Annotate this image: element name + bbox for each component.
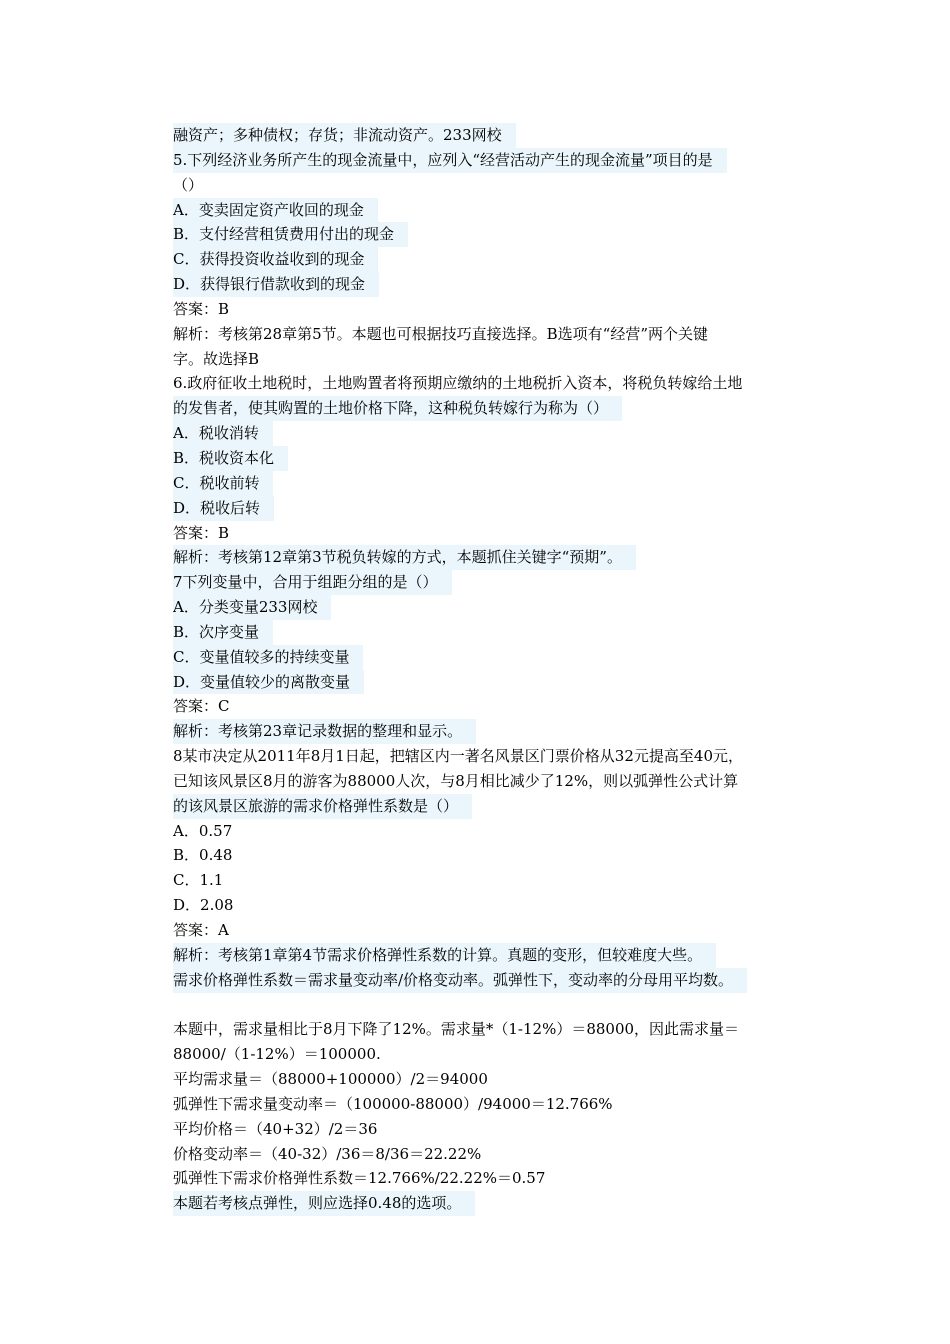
text-line xyxy=(173,247,833,272)
line-text: A．分类变量233网校 xyxy=(173,595,331,620)
line-text: 弧弹性下需求量变动率＝（100000-88000）/94000＝12.766% xyxy=(173,1094,613,1113)
line-text: D．变量值较少的离散变量 xyxy=(173,670,364,695)
text-line xyxy=(173,843,833,868)
line-text: D．税收后转 xyxy=(173,496,274,521)
document-body xyxy=(173,123,833,1216)
text-line xyxy=(173,173,833,198)
line-text: D．获得银行借款收到的现金 xyxy=(173,272,379,297)
line-text: 本题若考核点弹性，则应选择0.48的选项。 xyxy=(173,1191,475,1216)
text-line xyxy=(173,371,833,396)
text-line xyxy=(173,645,833,670)
text-line xyxy=(173,1117,833,1142)
text-line xyxy=(173,1142,833,1167)
text-line xyxy=(173,148,833,173)
text-line xyxy=(173,1166,833,1191)
text-line xyxy=(173,496,833,521)
line-text: 需求价格弹性系数＝需求量变动率/价格变动率。弧弹性下，变动率的分母用平均数。 xyxy=(173,968,747,993)
line-text: B．0.48 xyxy=(173,846,233,865)
line-text: 答案：B xyxy=(173,523,230,542)
line-text: 的该风景区旅游的需求价格弹性系数是（） xyxy=(173,794,472,819)
text-line xyxy=(173,396,833,421)
line-text: 8某市决定从2011年8月1日起，把辖区内一著名风景区门票价格从32元提高至40元， xyxy=(173,747,743,766)
text-line xyxy=(173,570,833,595)
line-text: 解析：考核第1章第4节需求价格弹性系数的计算。真题的变形，但较难度大些。 xyxy=(173,943,716,968)
text-line xyxy=(173,198,833,223)
line-text: D．2.08 xyxy=(173,896,234,915)
line-text: 的发售者，使其购置的土地价格下降，这种税负转嫁行为称为（） xyxy=(173,396,622,421)
line-text: （） xyxy=(173,175,204,194)
text-line xyxy=(173,719,833,744)
line-text: 本题中，需求量相比于8月下降了12%。需求量*（1-12%）＝88000，因此需求量＝ xyxy=(173,1020,740,1039)
text-line xyxy=(173,1191,833,1216)
line-text: 字。故选择B xyxy=(173,349,260,368)
text-line xyxy=(173,1042,833,1067)
line-text: 答案：C xyxy=(173,697,230,716)
text-line xyxy=(173,893,833,918)
line-text: A．0.57 xyxy=(173,821,233,840)
line-text: 已知该风景区8月的游客为88000人次，与8月相比减少了12%，则以弧弹性公式计算 xyxy=(173,771,739,790)
text-line xyxy=(173,471,833,496)
text-line xyxy=(173,521,833,546)
line-text: A．税收消转 xyxy=(173,421,273,446)
text-line xyxy=(173,1017,833,1042)
text-line xyxy=(173,943,833,968)
line-text: B．支付经营租赁费用付出的现金 xyxy=(173,222,408,247)
text-line xyxy=(173,968,833,993)
text-line xyxy=(173,1067,833,1092)
text-line xyxy=(173,272,833,297)
line-text: 解析：考核第23章记录数据的整理和显示。 xyxy=(173,719,476,744)
line-text: 答案：B xyxy=(173,299,230,318)
line-text: C．税收前转 xyxy=(173,471,273,496)
text-line xyxy=(173,769,833,794)
line-text: 88000/（1-12%）＝100000. xyxy=(173,1045,381,1064)
text-line xyxy=(173,297,833,322)
line-text: 平均价格＝（40+32）/2＝36 xyxy=(173,1119,378,1138)
line-text: 平均需求量＝（88000+100000）/2＝94000 xyxy=(173,1070,488,1089)
line-text: 5.下列经济业务所产生的现金流量中，应列入“经营活动产生的现金流量”项目的是 xyxy=(173,148,727,173)
text-line xyxy=(173,123,833,148)
text-line xyxy=(173,670,833,695)
line-text: 7下列变量中，合用于组距分组的是（） xyxy=(173,570,452,595)
text-line xyxy=(173,1092,833,1117)
text-line xyxy=(173,918,833,943)
line-text: 6.政府征收土地税时，土地购置者将预期应缴纳的土地税折入资本，将税负转嫁给土地 xyxy=(173,374,743,393)
text-line xyxy=(173,421,833,446)
text-line xyxy=(173,545,833,570)
text-line xyxy=(173,620,833,645)
line-text: 价格变动率＝（40-32）/36＝8/36＝22.22% xyxy=(173,1144,482,1163)
line-text: 解析：考核第12章第3节税负转嫁的方式，本题抓住关键字“预期”。 xyxy=(173,545,636,570)
line-text: 解析：考核第28章第5节。本题也可根据技巧直接选择。B选项有“经营”两个关键 xyxy=(173,324,708,343)
line-text: C．获得投资收益收到的现金 xyxy=(173,247,378,272)
text-line xyxy=(173,222,833,247)
line-text: B．税收资本化 xyxy=(173,446,288,471)
text-line xyxy=(173,794,833,819)
text-line xyxy=(173,322,833,347)
line-text: B．次序变量 xyxy=(173,620,273,645)
line-text: A．变卖固定资产收回的现金 xyxy=(173,198,378,223)
blank-line xyxy=(173,993,833,1018)
text-line xyxy=(173,694,833,719)
text-line xyxy=(173,819,833,844)
text-line xyxy=(173,868,833,893)
text-line xyxy=(173,744,833,769)
line-text: 答案：A xyxy=(173,921,229,939)
line-text: C．变量值较多的持续变量 xyxy=(173,645,363,670)
line-text: 融资产；多种债权；存货；非流动资产。233网校 xyxy=(173,123,516,148)
text-line xyxy=(173,446,833,471)
line-text: C．1.1 xyxy=(173,871,224,890)
line-text: 弧弹性下需求价格弹性系数＝12.766%/22.22%＝0.57 xyxy=(173,1169,546,1188)
text-line xyxy=(173,347,833,372)
text-line xyxy=(173,595,833,620)
